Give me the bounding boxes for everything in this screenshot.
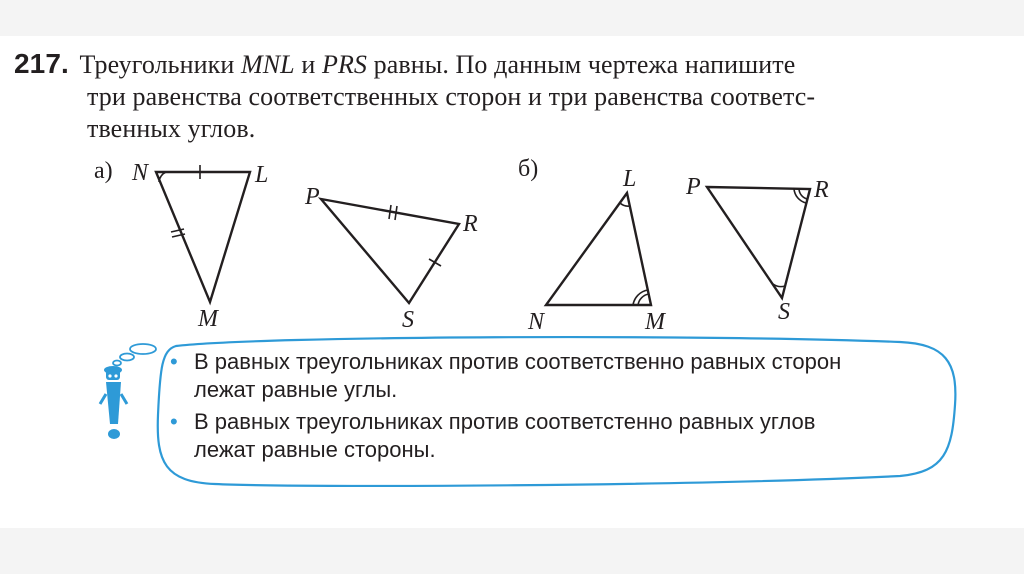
vertex-l-b: L	[623, 166, 637, 192]
thought-bubbles	[113, 344, 156, 366]
rule-2-line-1: В равных треугольниках против соответстенно равных углов	[194, 409, 816, 434]
vertex-m-a: M	[198, 306, 218, 332]
rule-item-1	[170, 348, 950, 404]
triangle-lnm-b	[546, 193, 651, 305]
angle-mark-r-b-2	[799, 189, 807, 199]
bullet-2: •	[170, 409, 178, 434]
triangle-mnl-a	[156, 172, 250, 302]
tick-pr-a-1	[389, 205, 391, 219]
vertex-l-a: L	[255, 162, 269, 188]
tick-nm-a-1	[171, 229, 184, 232]
tick-pr-a-2	[395, 206, 397, 220]
figure-a-label: а)	[94, 158, 113, 184]
problem-line-3: твенных углов.	[87, 114, 256, 143]
vertex-r-b: R	[814, 177, 829, 203]
problem-line-2: три равенства соответственных сторон и три равенства соответс-	[87, 82, 816, 111]
problem-text-c: равны. По данным чертежа напишите	[367, 50, 796, 79]
problem-text-a: Треугольники	[79, 50, 241, 79]
angle-mark-m-b-2	[638, 294, 649, 305]
vertex-r-a: R	[463, 211, 478, 237]
rule-2-line-2: лежат равные стороны.	[194, 437, 436, 462]
triangle-mnl-name: MNL	[240, 50, 295, 79]
vertex-s-a: S	[402, 307, 414, 333]
rule-note	[170, 348, 950, 464]
triangle-prs-name: PRS	[321, 50, 368, 79]
bullet-1: •	[170, 349, 178, 374]
rule-1-line-1: В равных треугольниках против соответственно равных сторон	[194, 349, 842, 374]
figure-b-label: б)	[518, 156, 539, 182]
vertex-s-b: S	[778, 299, 790, 325]
problem-text-b: и	[294, 50, 322, 79]
rule-item-2	[170, 408, 950, 464]
problem-number: 217.	[14, 48, 69, 79]
exclamation-character-icon	[100, 366, 127, 439]
rule-1-line-2: лежат равные углы.	[194, 377, 398, 402]
vertex-m-b: M	[645, 309, 665, 335]
vertex-n-b: N	[528, 309, 545, 335]
angle-mark-m-b-1	[633, 290, 648, 305]
vertex-n-a: N	[132, 160, 149, 186]
triangle-prs-b	[707, 187, 810, 298]
vertex-p-a: P	[305, 184, 320, 210]
vertex-p-b: P	[686, 174, 701, 200]
